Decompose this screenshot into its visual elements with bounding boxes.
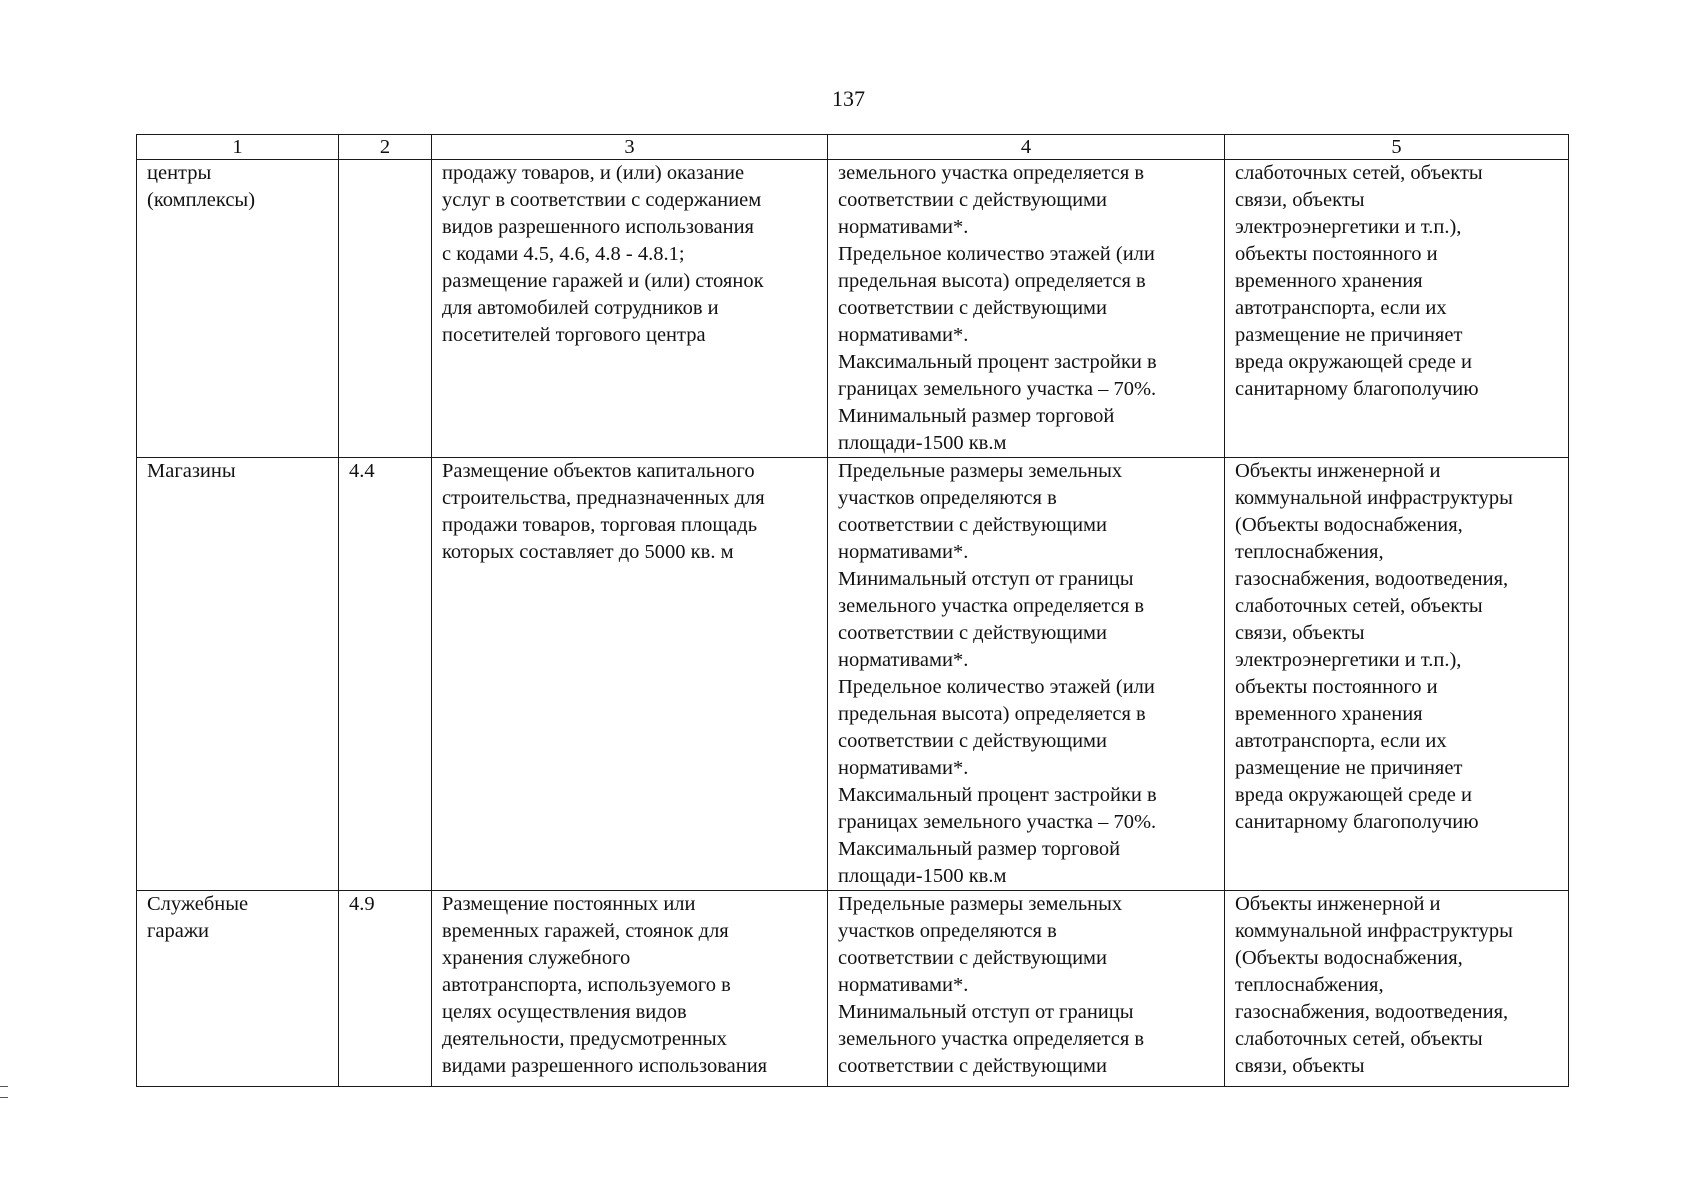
use-name-cell: Служебные гаражи	[137, 891, 339, 1087]
use-parameters-cell: Предельные размеры земельных участков определяются в соответствии с действующими нормативами*. Минимальный отступ от границы земельного участка определяется в соответствии с действующими	[828, 891, 1225, 1087]
auxiliary-uses-cell: слаботочных сетей, объекты связи, объекты электроэнергетики и т.п.), объекты постоянного и временного хранения автотранспорта, если их размещение не причиняет вреда окружающей среде и санитарному благополучию	[1225, 160, 1569, 458]
table-row	[137, 458, 1569, 891]
table-row	[137, 891, 1569, 1087]
auxiliary-uses-cell: Объекты инженерной и коммунальной инфраструктуры (Объекты водоснабжения, теплоснабжения, газоснабжения, водоотведения, слаботочных сетей, объекты связи, объекты	[1225, 891, 1569, 1087]
column-header-2: 2	[339, 135, 432, 160]
table-header-row	[137, 135, 1569, 160]
use-code-cell: 4.9	[339, 891, 432, 1087]
page-number: 137	[832, 86, 865, 111]
auxiliary-uses-cell: Объекты инженерной и коммунальной инфраструктуры (Объекты водоснабжения, теплоснабжения, газоснабжения, водоотведения, слаботочных сетей, объекты связи, объекты электроэнергетики и т.п.), объекты постоянного и временного хранения автотранспорта, если их размещение не причиняет вреда окружающей среде и санитарному благополучию	[1225, 458, 1569, 891]
column-header-1: 1	[137, 135, 339, 160]
use-code-cell: 4.4	[339, 458, 432, 891]
column-header-3: 3	[432, 135, 828, 160]
use-description-cell: продажу товаров, и (или) оказание услуг в соответствии с содержанием видов разрешенного использования с кодами 4.5, 4.6, 4.8 - 4.8.1; размещение гаражей и (или) стоянок для автомобилей сотрудников и посетителей торгового центра	[432, 160, 828, 458]
table-row	[137, 160, 1569, 458]
land-use-table	[136, 134, 1569, 1087]
use-description-cell: Размещение объектов капитального строительства, предназначенных для продажи товаров, торговая площадь которых составляет до 5000 кв. м	[432, 458, 828, 891]
use-parameters-cell: Предельные размеры земельных участков определяются в соответствии с действующими нормативами*. Минимальный отступ от границы земельного участка определяется в соответствии с действующими нормативами*. Предельное количество этажей (или предельная высота) определяется в соответствии с действующими нормативами*. Максимальный процент застройки в границах земельного участка – 70%. Максимальный размер торговой площади-1500 кв.м	[828, 458, 1225, 891]
use-parameters-cell: земельного участка определяется в соответствии с действующими нормативами*. Предельное количество этажей (или предельная высота) определяется в соответствии с действующими нормативами*. Максимальный процент застройки в границах земельного участка – 70%. Минимальный размер торговой площади-1500 кв.м	[828, 160, 1225, 458]
column-header-4: 4	[828, 135, 1225, 160]
use-name-cell: центры (комплексы)	[137, 160, 339, 458]
use-name-cell: Магазины	[137, 458, 339, 891]
scan-edge-mark	[0, 1086, 8, 1098]
use-code-cell	[339, 160, 432, 458]
use-description-cell: Размещение постоянных или временных гаражей, стоянок для хранения служебного автотранспорта, используемого в целях осуществления видов деятельности, предусмотренных видами разрешенного использования	[432, 891, 828, 1087]
column-header-5: 5	[1225, 135, 1569, 160]
